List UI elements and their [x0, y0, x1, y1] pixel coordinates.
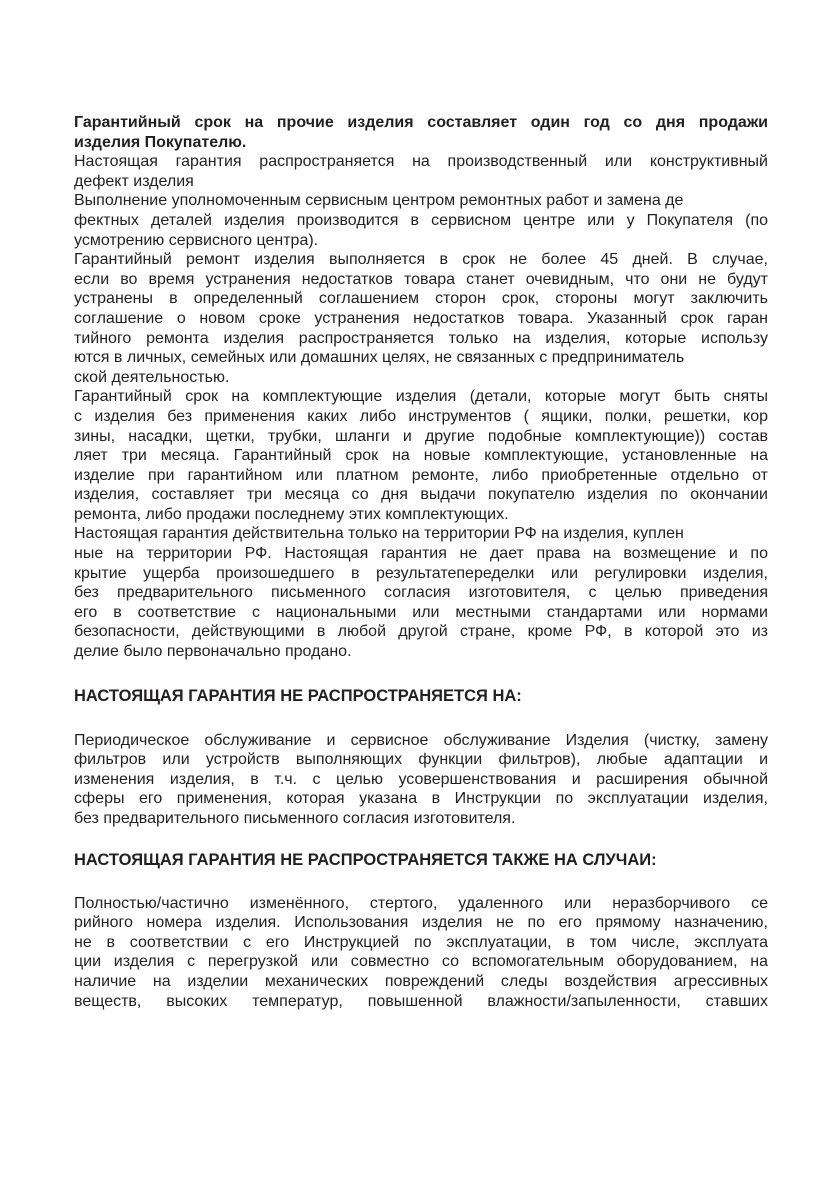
exclusions-line: изменения изделия, в т.ч. с целью усовершенствования и расширения обычной	[74, 770, 768, 788]
intro-line: делие было первоначально продано.	[74, 643, 352, 661]
intro-line: Гарантийный срок на прочие изделия составляет один год со дня продажи	[74, 114, 768, 131]
cases-line: рийного номера изделия. Использования изделия не по его прямому назначению,	[74, 914, 768, 932]
intro-line: устранены в определенный соглашением сторон срок, стороны могут заключить	[74, 290, 768, 308]
intro-line: ются в личных, семейных или домашних целях, не связанных с предприниматель	[74, 349, 685, 367]
intro-line: Гарантийный срок на комплектующие изделия (детали, которые могут быть сняты	[74, 388, 768, 406]
intro-line: если во время устранения недостатков товара станет очевидным, что они не будут	[74, 270, 768, 288]
cases-line: Полностью/частично изменённого, стертого, удаленного или неразборчивого се	[74, 894, 768, 912]
section-heading-exclusions: НАСТОЯЩАЯ ГАРАНТИЯ НЕ РАСПРОСТРАНЯЕТСЯ НА:	[74, 686, 522, 705]
intro-line: изделия, составляет три месяца со дня выдачи покупателю изделия по окончании	[74, 486, 768, 504]
intro-line: крытие ущерба произошедшего в результатепеределки или регулировки изделия,	[74, 564, 768, 582]
cases-line: веществ, высоких температур, повышенной влажности/запыленности, ставших	[74, 992, 768, 1010]
exclusions-line: фильтров или устройств выполняющих функции фильтров), любые адаптации и	[74, 751, 768, 769]
intro-line: Гарантийный ремонт изделия выполняется в срок не более 45 дней. В случае,	[74, 251, 768, 269]
intro-line: изделие при гарантийном или платном ремонте, либо приобретенные отдельно от	[74, 466, 768, 484]
intro-line: Выполнение уполномоченным сервисным центром ремонтных работ и замена де	[74, 192, 684, 210]
intro-line: ской деятельностью.	[74, 368, 230, 386]
cases-line: ции изделия с перегрузкой или совместно со вспомогательным оборудованием, на	[74, 953, 768, 971]
intro-line: фектных деталей изделия производится в сервисном центре или у Покупателя (по	[74, 211, 768, 229]
intro-line: с изделия без применения каких либо инструментов ( ящики, полки, решетки, кор	[74, 407, 768, 425]
intro-line: его в соответствие с национальными или местными стандартами или нормами	[74, 603, 768, 621]
warranty-text	[74, 113, 768, 1011]
intro-line: дефект изделия	[74, 172, 194, 190]
intro-line: тийного ремонта изделия распространяется только на изделия, которые использу	[74, 329, 768, 347]
exclusions-line: без предварительного письменного согласия изготовителя.	[74, 810, 516, 827]
intro-line: Настоящая гарантия распространяется на производственный или конструктивный	[74, 153, 768, 171]
cases-line: не в соответствии с его Инструкцией по эксплуатации, в том числе, эксплуата	[74, 933, 768, 951]
intro-paragraphs	[74, 113, 768, 662]
intro-line: изделия Покупателю.	[74, 133, 247, 151]
cases-line: наличие на изделии механических повреждений следы воздействия агрессивных	[74, 972, 768, 990]
intro-line: соглашение о новом сроке устранения недостатков товара. Указанный срок гаран	[74, 309, 768, 327]
intro-line: зины, насадки, щетки, трубки, шланги и другие подобные комплектующие)) состав	[74, 427, 768, 445]
intro-line: ляет три месяца. Гарантийный срок на новые комплектующие, установленные на	[74, 447, 768, 465]
exclusions-line: Периодическое обслуживание и сервисное обслуживание Изделия (чистку, замену	[74, 731, 768, 749]
intro-line: Настоящая гарантия действительна только на территории РФ на изделия, куплен	[74, 525, 684, 543]
exclusions-paragraph	[74, 731, 768, 829]
intro-line: безопасности, действующими в любой другой стране, кроме РФ, в которой это из	[74, 623, 768, 641]
cases-paragraph	[74, 894, 768, 1012]
intro-line: ремонта, либо продажи последнему этих комплектующих.	[74, 505, 509, 523]
intro-line: ные на территории РФ. Настоящая гарантия не дает права на возмещение и по	[74, 545, 768, 563]
section-heading-cases: НАСТОЯЩАЯ ГАРАНТИЯ НЕ РАСПРОСТРАНЯЕТСЯ ТАКЖЕ НА СЛУЧАИ:	[74, 850, 657, 869]
exclusions-line: сферы его применения, которая указана в Инструкции по эксплуатации изделия,	[74, 790, 768, 808]
intro-line: без предварительного письменного согласия изготовителя, с целью приведения	[74, 584, 768, 602]
intro-line: усмотрению сервисного центра).	[74, 231, 319, 249]
